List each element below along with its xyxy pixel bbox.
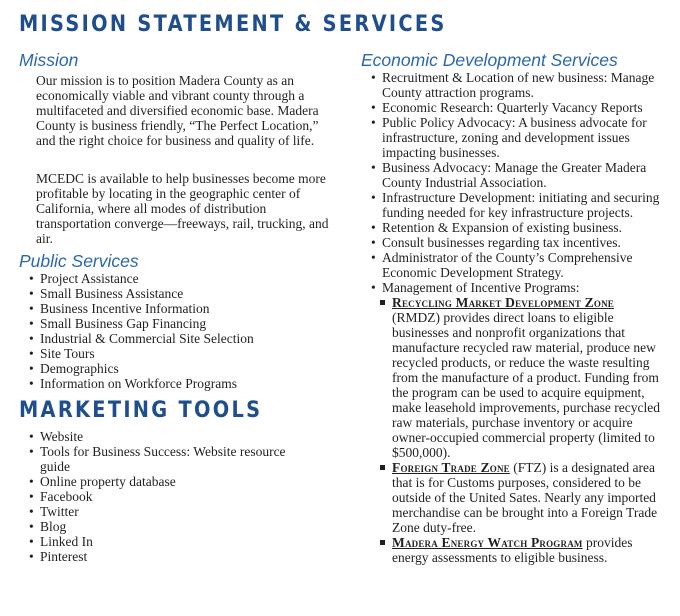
list-item: • Small Business Assistance xyxy=(27,286,327,301)
economic-development-list xyxy=(369,70,672,565)
list-item: • Business Incentive Information xyxy=(27,301,327,316)
public-services-list xyxy=(27,271,327,391)
list-item: • Pinterest xyxy=(27,549,312,564)
list-item: • Website xyxy=(27,429,312,444)
list-item: • Administrator of the County’s Comprehensive Economic Development Strategy. xyxy=(369,250,672,280)
list-item: • Business Advocacy: Manage the Greater Madera County Industrial Association. xyxy=(369,160,672,190)
program-description: provides energy assessments to eligible business. xyxy=(392,535,633,565)
list-item: • Information on Workforce Programs xyxy=(27,376,327,391)
public-services-title: Public Services xyxy=(19,251,139,271)
marketing-tools-heading: MARKETING TOOLS xyxy=(19,398,263,423)
economic-development-title: Economic Development Services xyxy=(361,50,618,70)
list-item: • Facebook xyxy=(27,489,312,504)
program-name: Madera Energy Watch Program xyxy=(392,535,583,550)
list-item: • Online property database xyxy=(27,474,312,489)
list-item: • Recruitment & Location of new business: Manage County attraction programs. xyxy=(369,70,672,100)
list-item: • Small Business Gap Financing xyxy=(27,316,327,331)
program-description: (FTZ) is a designated area that is for Customs purposes, considered to be outside of the United Sates. Nearly any imported merchandise can be brought into a Foreign Trade Zone duty-free. xyxy=(392,460,658,535)
list-item: • Retention & Expansion of existing business. xyxy=(369,220,672,235)
list-item: • Blog xyxy=(27,519,312,534)
incentive-programs-list xyxy=(379,295,665,565)
program-name: Recycling Market Development Zone xyxy=(392,295,614,310)
list-item: • Linked In xyxy=(27,534,312,549)
program-item xyxy=(379,535,665,565)
mission-title: Mission xyxy=(19,50,79,70)
mission-paragraph-1: Our mission is to position Madera County as an economically viable and vibrant county through a multifaceted and diversified economic base. Madera County is business friendly, “The Perfect Location,” and the right choice for business and quality of life. xyxy=(36,73,319,148)
list-item: • Infrastructure Development: initiating and securing funding needed for key infrastructure projects. xyxy=(369,190,672,220)
marketing-tools-list xyxy=(27,429,312,564)
list-item: • Consult businesses regarding tax incentives. xyxy=(369,235,672,250)
list-item: • Economic Research: Quarterly Vacancy Reports xyxy=(369,100,672,115)
list-item: • Industrial & Commercial Site Selection xyxy=(27,331,327,346)
list-item: • Public Policy Advocacy: A business advocate for infrastructure, zoning and development issues impacting businesses. xyxy=(369,115,672,160)
mission-services-heading: MISSION STATEMENT & SERVICES xyxy=(19,12,447,37)
list-item: • Tools for Business Success: Website resource guide xyxy=(27,444,312,474)
program-description: (RMDZ) provides direct loans to eligible businesses and nonprofit organizations that manufacture recycled raw material, produce new recycled products, or reduce the waste resulting from the manufacture of a product. Funding from the program can be used to acquire equipment, make leasehold improvements, purchase recycled raw materials, purchase inventory or acquire owner-occupied commercial property (limited to $500,000). xyxy=(392,310,661,460)
mission-paragraph-2: MCEDC is available to help businesses become more profitable by locating in the geographic center of California, where all modes of distribution transportation converge—freeways, rail, trucking, and air. xyxy=(36,171,329,246)
program-item xyxy=(379,295,665,460)
list-item: • Twitter xyxy=(27,504,312,519)
program-item xyxy=(379,460,665,535)
list-item: • Site Tours xyxy=(27,346,327,361)
list-item: • Demographics xyxy=(27,361,327,376)
program-name: Foreign Trade Zone xyxy=(392,460,510,475)
list-item xyxy=(369,280,672,565)
incentive-programs-label: Management of Incentive Programs: xyxy=(382,280,580,295)
list-item: • Project Assistance xyxy=(27,271,327,286)
